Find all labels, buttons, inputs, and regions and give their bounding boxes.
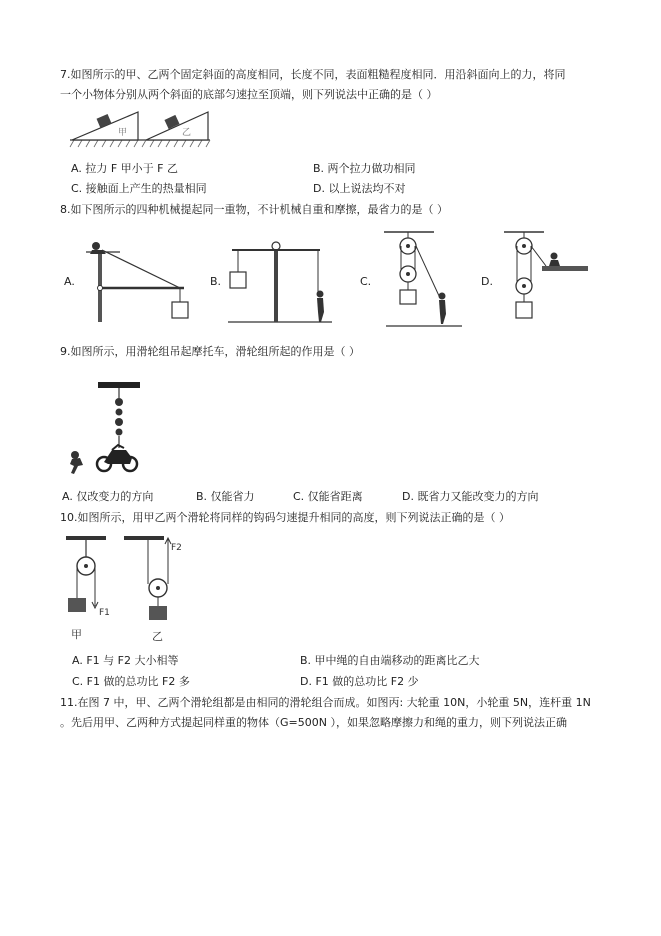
q9-motorcycle-icon — [97, 445, 137, 471]
q7-stem-line1: 7.如图所示的甲、乙两个固定斜面的高度相同，长度不同，表面粗糙程度相同．用沿斜面向上的力，将同 — [60, 68, 566, 81]
q9-option-b[interactable]: B. 仅能省力 — [196, 490, 255, 503]
q10-option-c[interactable]: C. F1 做的总功比 F2 多 — [72, 675, 190, 688]
q8-figure-d-pulley — [500, 228, 592, 332]
q10-ceiling-b — [124, 536, 164, 540]
q9-pulley-1 — [115, 398, 123, 406]
q10-label-a: 甲 — [71, 628, 82, 641]
q8b-post — [274, 248, 278, 322]
q8c-weight — [400, 290, 416, 304]
q8-label-a: A. — [64, 275, 75, 288]
q9-pulley-2 — [115, 418, 123, 426]
q7-stem-line2: 一个小物体分别从两个斜面的底部匀速拉至顶端，则下列说法中正确的是（ ） — [60, 88, 438, 101]
q10-force-1: F1 — [99, 608, 110, 618]
q10-ceiling-a — [66, 536, 106, 540]
q8-stem: 8.如下图所示的四种机械提起同一重物，不计机械自重和摩擦，最省力的是（ ） — [60, 203, 448, 216]
q9-stem: 9.如图所示，用滑轮组吊起摩托车，滑轮组所起的作用是（ ） — [60, 345, 360, 358]
q10-weight-b — [149, 606, 167, 620]
q8b-weight — [230, 272, 246, 288]
q10-option-a[interactable]: A. F1 与 F2 大小相等 — [72, 654, 179, 667]
q10-option-d[interactable]: D. F1 做的总功比 F2 少 — [300, 675, 419, 688]
q10-force-2: F2 — [171, 543, 182, 553]
q8-figure-c-pulley — [380, 228, 464, 332]
q8-label-b: B. — [210, 275, 222, 288]
q10-option-b[interactable]: B. 甲中绳的自由端移动的距离比乙大 — [300, 654, 480, 667]
q11-stem-line2: 。先后用甲、乙两种方式提起同样重的物体（G=500N ），如果忽略摩擦力和绳的重力，则下列说法正确 — [60, 716, 567, 729]
q10-pulley-figure — [62, 532, 194, 644]
q8c-person-icon — [439, 293, 446, 300]
q7-ground — [70, 140, 210, 147]
q7-option-c[interactable]: C. 接触面上产生的热量相同 — [71, 182, 207, 195]
q9-motorcycle-figure — [62, 382, 144, 478]
q9-ceiling — [98, 382, 140, 388]
q10-weight-a — [68, 598, 86, 612]
q8a-weight — [172, 302, 188, 318]
q8b-person-icon — [317, 291, 324, 298]
q10-label-b: 乙 — [152, 630, 163, 643]
q9-person-icon — [70, 451, 83, 474]
q8-figure-b-balance — [224, 232, 336, 326]
q10-stem: 10.如图所示，用甲乙两个滑轮将同样的钩码匀速提升相同的高度，则下列说法正确的是（ ） — [60, 511, 510, 524]
q9-option-a[interactable]: A. 仅改变力的方向 — [62, 490, 154, 503]
q7-label-b: 乙 — [182, 128, 192, 138]
q8d-weight — [516, 302, 532, 318]
q7-label-a: 甲 — [118, 128, 128, 138]
q8-figure-a-lever — [80, 236, 192, 324]
q8a-person-icon — [92, 242, 100, 250]
q9-option-d[interactable]: D. 既省力又能改变力的方向 — [402, 490, 539, 503]
q7-option-b[interactable]: B. 两个拉力做功相同 — [313, 162, 416, 175]
q8d-person-icon — [551, 253, 558, 260]
q8-label-d: D. — [481, 275, 493, 288]
q8-label-c: C. — [360, 275, 372, 288]
q8d-platform — [542, 266, 588, 271]
q9-option-c[interactable]: C. 仅能省距离 — [293, 490, 363, 503]
q7-option-a[interactable]: A. 拉力 F 甲小于 F 乙 — [71, 162, 178, 175]
q7-option-d[interactable]: D. 以上说法均不对 — [313, 182, 406, 195]
q11-stem-line1: 11.在图 7 中，甲、乙两个滑轮组都是由相同的滑轮组合而成。如图丙: 大轮重 10N，小轮重 5N，连杆重 1N — [60, 696, 591, 709]
q7-incline-b — [146, 112, 208, 140]
q7-incline-figure — [66, 106, 214, 152]
